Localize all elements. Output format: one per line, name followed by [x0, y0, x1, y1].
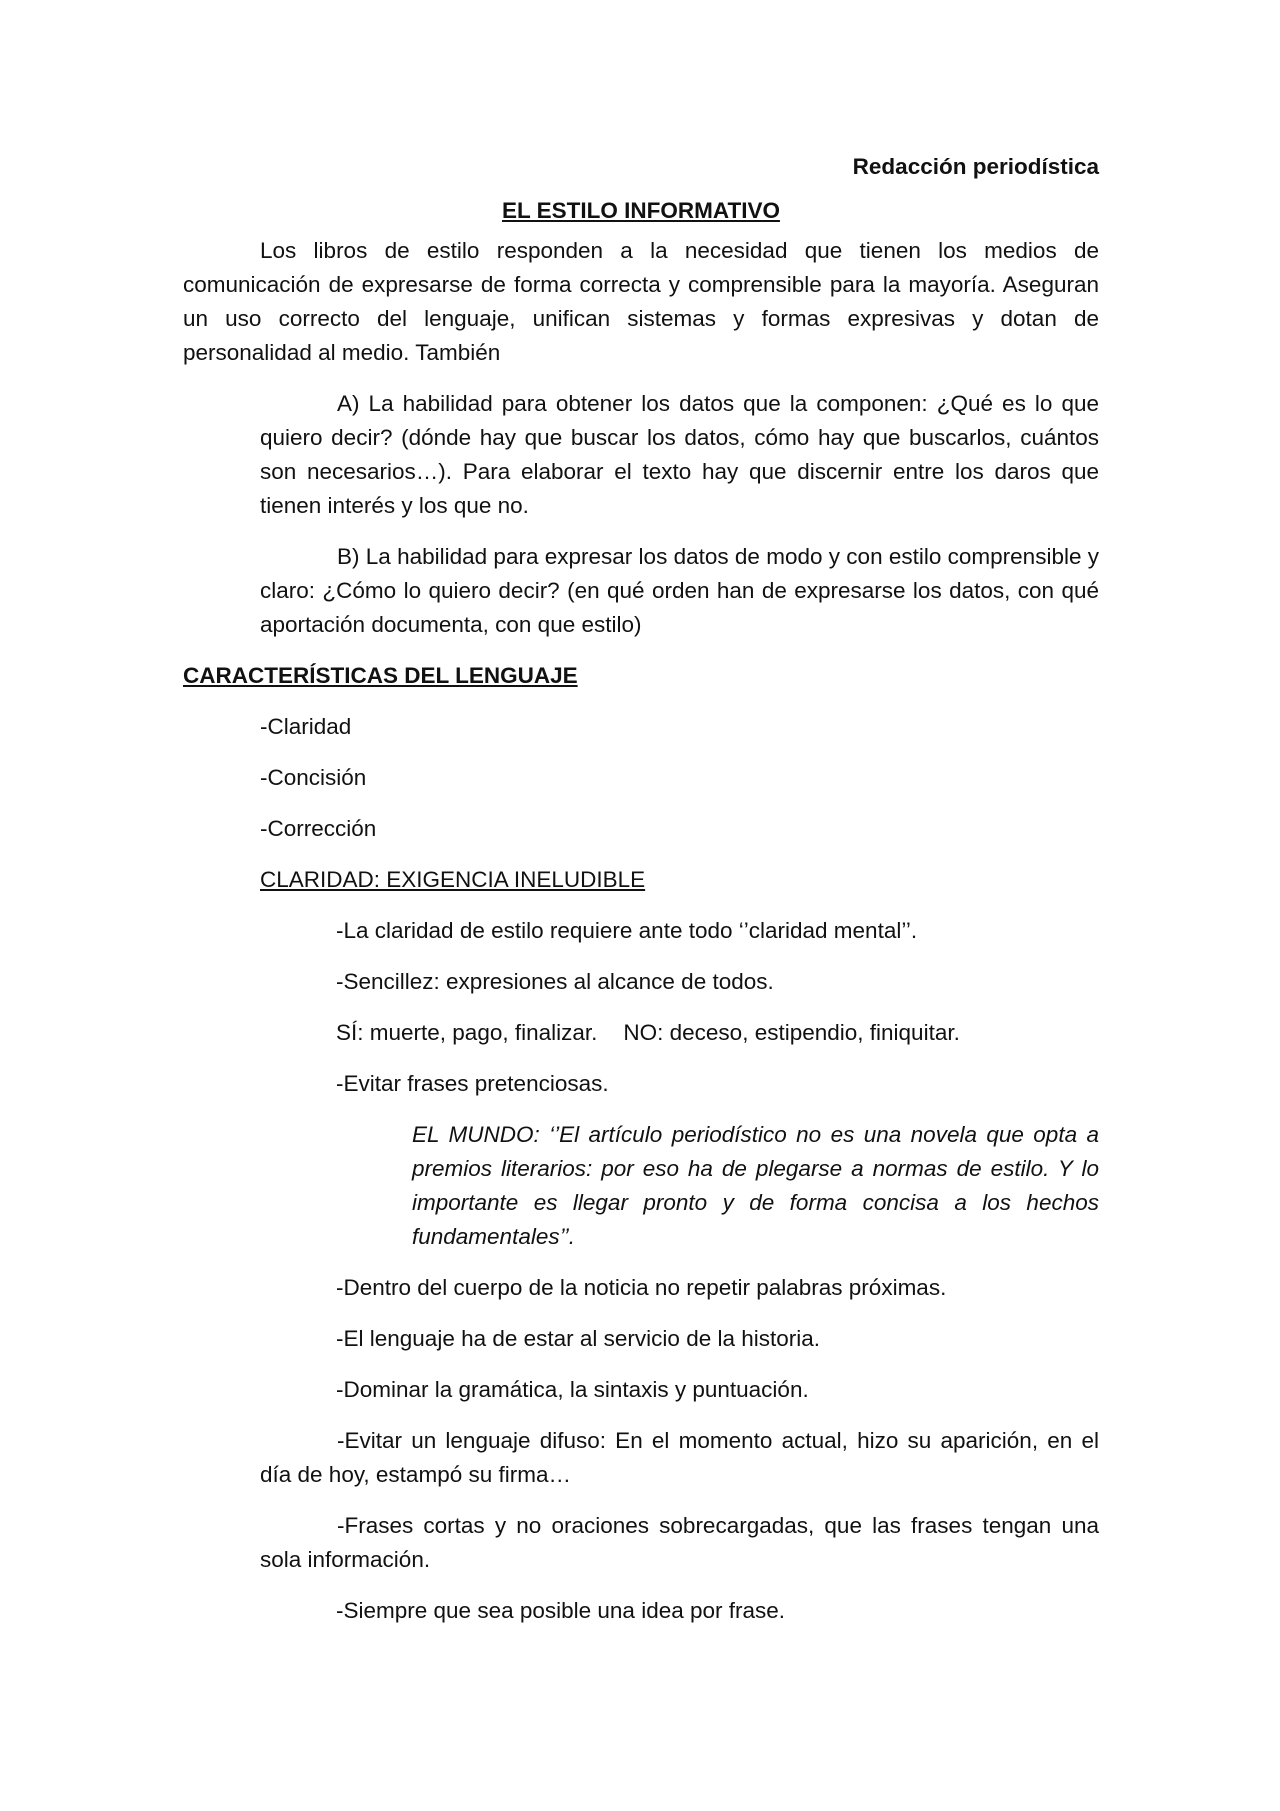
quote-el-mundo: EL MUNDO: ‘’El artículo periodístico no es una novela que opta a premios literarios: por eso ha de plegarse a normas de estilo. Y lo importante es llegar pronto y de forma concisa a los hechos fundamentales’’.: [412, 1122, 1099, 1249]
claridad-line: -Siempre que sea posible una idea por frase.: [336, 1598, 786, 1623]
claridad-line: -El lenguaje ha de estar al servicio de la historia.: [336, 1326, 821, 1351]
characteristic-item: -Concisión: [260, 765, 367, 790]
claridad-line: -Evitar frases pretenciosas.: [336, 1071, 609, 1096]
section-title: CARACTERÍSTICAS DEL LENGUAJE: [183, 663, 578, 688]
claridad-line: -Dentro del cuerpo de la noticia no repetir palabras próximas.: [336, 1275, 947, 1300]
characteristic-item: -Claridad: [260, 714, 352, 739]
si-no-line: [336, 1016, 1099, 1050]
intro-paragraph: Los libros de estilo responden a la necesidad que tienen los medios de comunicación de expresarse de forma correcta y comprensible para la mayoría. Aseguran un uso correcto del lenguaje, unifican sistemas y formas expresivas y dotan de personalidad al medio. También: [183, 238, 1099, 365]
document-title: EL ESTILO INFORMATIVO: [502, 198, 780, 223]
point-b-paragraph: B) La habilidad para expresar los datos de modo y con estilo comprensible y claro: ¿Cómo lo quiero decir? (en qué orden han de expresarse los datos, con qué aportación documenta, con que estilo): [260, 544, 1099, 637]
point-a-paragraph: A) La habilidad para obtener los datos que la componen: ¿Qué es lo que quiero decir? (dónde hay que buscar los datos, cómo hay que buscarlos, cuántos son necesarios…). Para elaborar el texto hay que discernir entre los daros que tienen interés y los que no.: [260, 391, 1099, 518]
document-header: Redacción periodística: [852, 154, 1099, 179]
claridad-line: -Sencillez: expresiones al alcance de todos.: [336, 969, 774, 994]
subsection-title: CLARIDAD: EXIGENCIA INELUDIBLE: [260, 867, 646, 892]
si-examples: SÍ: muerte, pago, finalizar.: [336, 1020, 598, 1045]
claridad-line: -La claridad de estilo requiere ante todo ‘’claridad mental’’.: [336, 918, 918, 943]
claridad-paragraph: -Frases cortas y no oraciones sobrecargadas, que las frases tengan una sola información.: [260, 1513, 1099, 1572]
characteristic-item: -Corrección: [260, 816, 377, 841]
document-page: [183, 150, 1099, 1628]
claridad-line: -Dominar la gramática, la sintaxis y puntuación.: [336, 1377, 809, 1402]
claridad-paragraph: -Evitar un lenguaje difuso: En el momento actual, hizo su aparición, en el día de hoy, estampó su firma…: [260, 1428, 1099, 1487]
no-examples: NO: deceso, estipendio, finiquitar.: [623, 1020, 960, 1045]
